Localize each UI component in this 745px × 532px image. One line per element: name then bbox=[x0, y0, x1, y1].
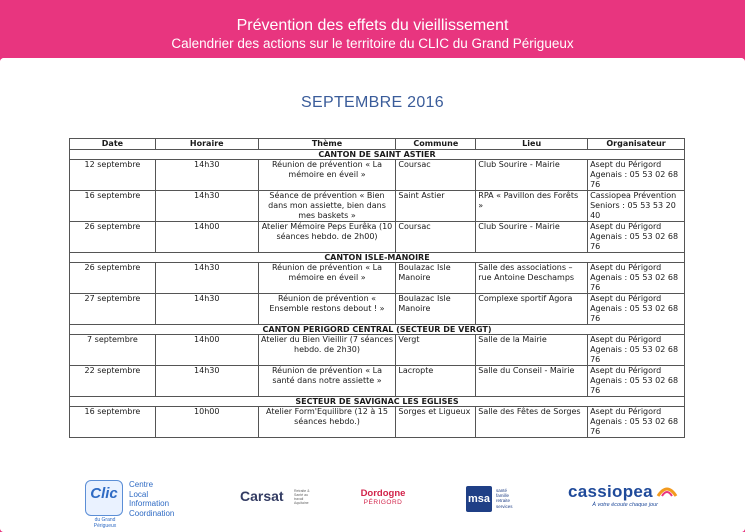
column-header-commune: Commune bbox=[396, 139, 476, 150]
document-title: Prévention des effets du vieillissement bbox=[236, 17, 509, 34]
cell-lieu: Salle de la Mairie bbox=[476, 335, 588, 366]
cell-horaire: 14h00 bbox=[155, 222, 258, 253]
document-page bbox=[0, 58, 745, 532]
msa-word: retraite bbox=[496, 498, 511, 504]
document-subtitle: Calendrier des actions sur le territoire du CLIC du Grand Périgueux bbox=[171, 36, 574, 51]
section-title: SECTEUR DE SAVIGNAC LES EGLISES bbox=[70, 397, 685, 407]
cell-horaire: 14h30 bbox=[155, 160, 258, 191]
cell-date: 7 septembre bbox=[70, 335, 156, 366]
table-row bbox=[70, 407, 685, 438]
cell-horaire: 14h30 bbox=[155, 366, 258, 397]
cell-organisateur: Asept du Périgord Agenais : 05 53 02 68 76 bbox=[588, 263, 685, 294]
cell-theme: Réunion de prévention « La mémoire en éveil » bbox=[258, 160, 396, 191]
cell-theme: Atelier Form'Equilibre (12 à 15 séances hebdo.) bbox=[258, 407, 396, 438]
clic-logo-mark: Clic bbox=[85, 480, 123, 516]
cell-organisateur: Asept du Périgord Agenais : 05 53 02 68 76 bbox=[588, 366, 685, 397]
cell-commune: Boulazac Isle Manoire bbox=[396, 294, 476, 325]
cell-horaire: 14h30 bbox=[155, 294, 258, 325]
cell-organisateur: Asept du Périgord Agenais : 05 53 02 68 76 bbox=[588, 222, 685, 253]
cell-date: 12 septembre bbox=[70, 160, 156, 191]
table-row bbox=[70, 191, 685, 222]
msa-logo bbox=[466, 486, 536, 516]
clic-logo-mark-sub: du Grand Périgueux bbox=[93, 517, 117, 529]
cell-date: 26 septembre bbox=[70, 222, 156, 253]
cell-lieu: Complexe sportif Agora bbox=[476, 294, 588, 325]
cell-commune: Boulazac Isle Manoire bbox=[396, 263, 476, 294]
msa-logo-words bbox=[496, 488, 532, 509]
cell-commune: Lacropte bbox=[396, 366, 476, 397]
cell-date: 22 septembre bbox=[70, 366, 156, 397]
cell-organisateur: Asept du Périgord Agenais : 05 53 02 68 76 bbox=[588, 335, 685, 366]
cell-organisateur: Asept du Périgord Agenais : 05 53 02 68 76 bbox=[588, 294, 685, 325]
cell-theme: Atelier Mémoire Peps Eurêka (10 séances hebdo. de 2h00) bbox=[258, 222, 396, 253]
calendar-body bbox=[70, 150, 685, 438]
section-title: CANTON ISLE-MANOIRE bbox=[70, 253, 685, 263]
sun-icon bbox=[656, 480, 678, 498]
table-row bbox=[70, 335, 685, 366]
cell-lieu: Salle des Fêtes de Sorges bbox=[476, 407, 588, 438]
cell-date: 27 septembre bbox=[70, 294, 156, 325]
cell-theme: Séance de prévention « Bien dans mon assiette, bien dans mes baskets » bbox=[258, 191, 396, 222]
cell-commune: Coursac bbox=[396, 160, 476, 191]
column-header-date: Date bbox=[70, 139, 156, 150]
cell-commune: Saint Astier bbox=[396, 191, 476, 222]
clic-word: Local bbox=[129, 489, 149, 499]
cell-lieu: Salle du Conseil - Mairie bbox=[476, 366, 588, 397]
carsat-logo bbox=[240, 488, 310, 518]
section-row bbox=[70, 325, 685, 335]
clic-word: Coordination bbox=[129, 508, 175, 518]
cell-horaire: 14h30 bbox=[155, 191, 258, 222]
section-title: CANTON PERIGORD CENTRAL (SECTEUR DE VERGT) bbox=[70, 325, 685, 335]
table-row bbox=[70, 160, 685, 191]
msa-word: santé bbox=[496, 488, 508, 493]
msa-word: famille bbox=[496, 493, 510, 499]
msa-logo-mark: msa bbox=[466, 486, 492, 512]
cell-commune: Vergt bbox=[396, 335, 476, 366]
cell-horaire: 14h30 bbox=[155, 263, 258, 294]
table-header-row bbox=[70, 139, 685, 150]
cell-theme: Réunion de prévention « La santé dans notre assiette » bbox=[258, 366, 396, 397]
cell-horaire: 14h00 bbox=[155, 335, 258, 366]
cell-lieu: Salle des associations – rue Antoine Deschamps bbox=[476, 263, 588, 294]
cell-commune: Sorges et Ligueux bbox=[396, 407, 476, 438]
column-header-organisateur: Organisateur bbox=[588, 139, 685, 150]
clic-logo bbox=[85, 480, 225, 529]
month-title: SEPTEMBRE 2016 bbox=[301, 94, 444, 111]
calendar-table bbox=[69, 138, 685, 438]
cell-date: 16 septembre bbox=[70, 191, 156, 222]
section-row bbox=[70, 397, 685, 407]
cell-theme: Atelier du Bien Vieillir (7 séances hebdo. de 2h30) bbox=[258, 335, 396, 366]
section-row bbox=[70, 150, 685, 160]
column-header-horaire: Horaire bbox=[155, 139, 258, 150]
table-row bbox=[70, 263, 685, 294]
clic-word: Centre bbox=[129, 480, 154, 489]
column-header-theme: Thème bbox=[258, 139, 396, 150]
cell-lieu: Club Sourire - Mairie bbox=[476, 160, 588, 191]
table-row bbox=[70, 366, 685, 397]
carsat-logo-word: Carsat bbox=[240, 488, 284, 504]
table-row bbox=[70, 222, 685, 253]
cell-organisateur: Cassiopea Prévention Seniors : 05 53 53 20 40 bbox=[588, 191, 685, 222]
partner-logos bbox=[0, 474, 745, 532]
cell-lieu: RPA « Pavillon des Forêts » bbox=[476, 191, 588, 222]
cell-organisateur: Asept du Périgord Agenais : 05 53 02 68 76 bbox=[588, 160, 685, 191]
dordogne-logo-sub: PÉRIGORD bbox=[363, 499, 403, 506]
dordogne-logo bbox=[348, 488, 418, 518]
table-row bbox=[70, 294, 685, 325]
cassiopea-logo-word: cassiopea bbox=[568, 482, 653, 501]
cell-date: 26 septembre bbox=[70, 263, 156, 294]
msa-word: services bbox=[496, 503, 513, 509]
cell-theme: Réunion de prévention « La mémoire en éveil » bbox=[258, 263, 396, 294]
cassiopea-logo bbox=[568, 482, 678, 526]
column-header-lieu: Lieu bbox=[476, 139, 588, 150]
clic-word: Information bbox=[129, 499, 170, 508]
dordogne-logo-word: Dordogne bbox=[360, 488, 406, 499]
section-row bbox=[70, 253, 685, 263]
cell-theme: Réunion de prévention « Ensemble restons debout ! » bbox=[258, 294, 396, 325]
carsat-logo-sub: Retraite & Santé au travail Aquitaine bbox=[294, 489, 310, 505]
cassiopea-logo-sub: À votre écoute chaque jour bbox=[592, 502, 658, 508]
cell-lieu: Club Sourire - Mairie bbox=[476, 222, 588, 253]
cell-commune: Coursac bbox=[396, 222, 476, 253]
cell-horaire: 10h00 bbox=[155, 407, 258, 438]
section-title: CANTON DE SAINT ASTIER bbox=[70, 150, 685, 160]
clic-logo-words bbox=[129, 480, 225, 518]
cell-date: 16 septembre bbox=[70, 407, 156, 438]
cell-organisateur: Asept du Périgord Agenais : 05 53 02 68 76 bbox=[588, 407, 685, 438]
